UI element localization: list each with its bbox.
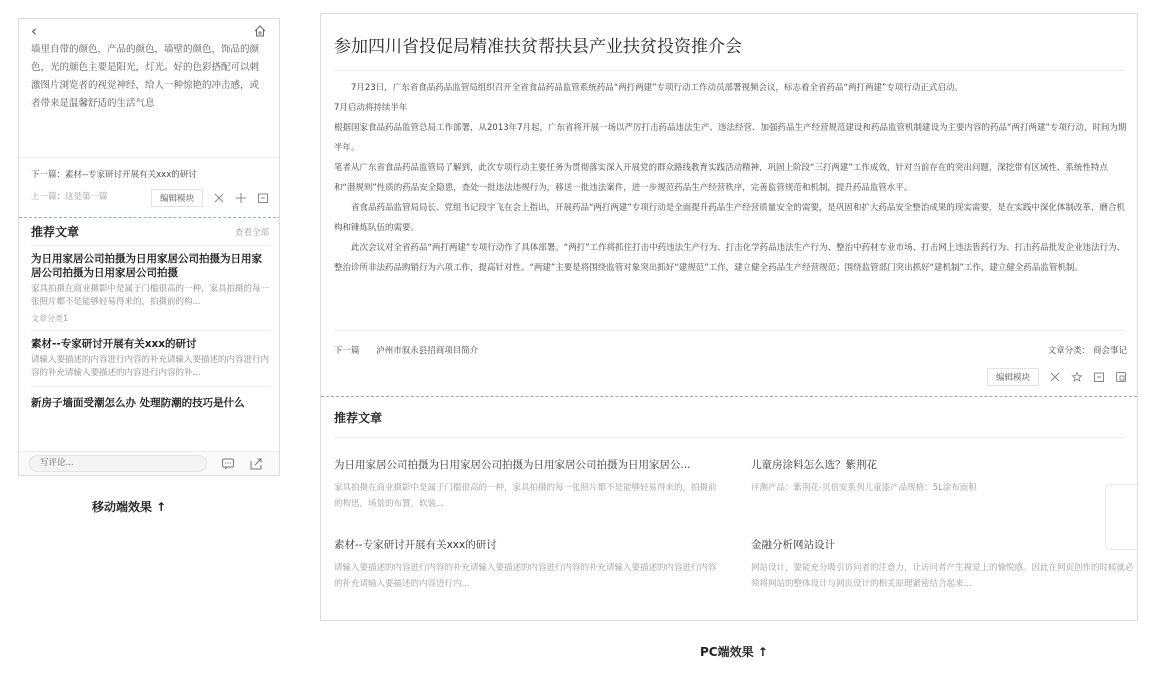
pc-caption: PC端效果 ↑	[700, 645, 768, 659]
comment-bar	[19, 451, 280, 475]
next-article-link[interactable]: 下一篇：素材--专家研讨开展有关xxx的研讨	[31, 170, 197, 180]
recommended-title: 推荐文章	[31, 225, 80, 239]
mobile-header	[19, 19, 279, 41]
article-card[interactable]	[751, 457, 1136, 496]
view-all-link[interactable]: 查看全部	[234, 227, 269, 238]
back-icon[interactable]: ‹	[31, 22, 37, 40]
recommended-articles-mobile	[19, 217, 280, 453]
article-card-title[interactable]: 为日用家居公司拍摄为日用家居公司拍摄为日用家居公司拍摄为日用家居公...	[334, 459, 691, 471]
home-icon[interactable]	[253, 24, 267, 38]
list-item-title[interactable]: 为日用家居公司拍摄为日用家居公司拍摄为日用家居公司拍摄为日用家居公司拍摄	[31, 253, 262, 279]
list-item-desc: 请输入要描述的内容进行内容的补充请输入要描述的内容进行内容的补充请输入要描述的内容进行内容的补...	[31, 355, 269, 378]
copy-icon[interactable]	[1115, 371, 1127, 383]
article-card-desc: 网站设计，要能充分吸引访问者的注意力，让访问者产生视觉上的愉悦感。因此在网页创作的时候就必须将网站的整体设计与网页设计的相关原理紧密结合起来...	[751, 563, 1134, 589]
article-card-desc: 评测产品：紫荆花-贝倍安系列儿童漆产品规格：5L涂布面积	[751, 483, 977, 493]
star-menu-icon[interactable]	[1071, 371, 1083, 383]
article-body	[334, 78, 1129, 278]
recommended-title: 推荐文章	[334, 411, 383, 425]
next-article	[334, 344, 478, 356]
article-card-desc: 家具拍摄在商业摄影中是属于门槛很高的一种，家具拍摄的每一张照片都不是能够轻易得来的，拍摄前的构思，场景的布置，软装...	[334, 483, 717, 509]
list-item-desc: 家具拍摄在商业摄影中是属于门槛很高的一种，家具拍摄的每一张照片都不是能够轻易得来的，拍摄前的构...	[31, 284, 269, 307]
share-icon[interactable]	[249, 457, 263, 471]
comment-input[interactable]: 写评论...	[29, 455, 207, 472]
divider	[334, 437, 1124, 438]
comment-icon[interactable]	[221, 457, 235, 471]
list-item[interactable]	[31, 331, 269, 387]
divider	[334, 70, 1124, 71]
article-paragraph: 根据国家食品药品监管总局工作部署，从2013年7月起，广东省将开展一场以严厉打击药品违法生产、违法经营、加强药品生产经营规范建设和药品监管机制建设为主要内容的药品“两打两建”专项行动，时间为期半年。	[334, 123, 1127, 153]
article-body-text: 墙里自带的颜色，产品的颜色，墙壁的颜色，饰品的颜色，光的颜色主要是阳光，灯光。好的色彩搭配可以刺激图片浏览者的视觉神经，给人一种惊艳的冲击感，或者带来是温馨舒适的生活气息	[31, 44, 260, 109]
list-item-title[interactable]: 素材--专家研讨开展有关xxx的研讨	[31, 338, 197, 350]
edit-module-button[interactable]: 编辑模块	[987, 368, 1039, 386]
side-float-tab[interactable]	[1105, 484, 1137, 550]
recommended-header	[31, 218, 269, 246]
scissors-icon[interactable]	[213, 192, 225, 204]
article-card-desc: 请输入要描述的内容进行内容的补充请输入要描述的内容进行内容的补充请输入要描述的内容进行内容的补充请输入要描述的内容进行内...	[334, 563, 717, 589]
article-card-title[interactable]: 素材--专家研讨开展有关xxx的研讨	[334, 539, 497, 551]
article-paragraph: 7月23日，广东省食品药品监管局组织召开全省食品药品监管系统药品“两打两建”专项行动工作动员部署视频会议，标志着全省药品“两打两建”专项行动正式启动。	[334, 83, 963, 93]
move-icon[interactable]	[235, 192, 247, 204]
article-card[interactable]	[334, 537, 719, 592]
mobile-preview	[18, 18, 280, 476]
edit-module-button[interactable]: 编辑模块	[151, 189, 203, 207]
article-card[interactable]	[751, 537, 1136, 592]
list-item-title[interactable]: 新房子墙面受潮怎么办 处理防潮的技巧是什么	[31, 397, 245, 409]
divider	[334, 330, 1124, 331]
export-icon[interactable]	[257, 192, 269, 204]
article-paragraph: 省食品药品监管局局长、党组书记段宇飞在会上指出，开展药品“两打两建”专项行动是全面提升药品生产经营质量安全的需要，是巩固和扩大药品安全整治成果的现实需要，是在实践中深化体制改革、磨合机构和锤炼队伍的需要。	[334, 203, 1125, 233]
pc-preview	[320, 13, 1138, 621]
article-card-title[interactable]: 金融分析网站设计	[751, 539, 835, 551]
article-card[interactable]	[334, 457, 719, 512]
article-paragraph: 7月启动将持续半年	[334, 103, 408, 113]
prev-article-link[interactable]: 上一篇：这是第一篇	[31, 192, 108, 202]
article-paragraph: 笔者从广东省食品药品监管局了解到，此次专项行动主要任务为贯彻落实深入开展党的群众路线教育实践活动精神，巩固上阶段“三打两建”工作成效，针对当前存在的突出问题，深挖带有区域性、系统性特点和“潜规则”性质的药品安全隐患，查处一批违法违规行为，移送一批违法案件，进一步规范药品生产经营秩序，完善监管规范和机制，提升药品监管水平。	[334, 163, 1108, 193]
recommended-articles-pc	[321, 396, 1137, 621]
list-item[interactable]	[31, 246, 269, 331]
article-paragraph: 此次会议对全省药品“两打两建”专项行动作了具体部署。“两打”工作将抓住打击中药违法生产行为、打击化学药品违法生产行为、整治中药材专业市场、打击网上违法售药行为、打击药品批发企业违法行为、整治诊所非法药品购销行为六项工作，提高针对性。“两建”主要是将围绕监管对象突出抓好“建规范”工作，建立健全药品生产经营规范；围绕监管部门突出抓好“建机制”工作，建立健全药品监管机制。	[334, 243, 1126, 273]
scissors-icon[interactable]	[1049, 371, 1061, 383]
article-category: 文章分类： 商会事记	[1047, 346, 1127, 356]
mobile-caption: 移动端效果 ↑	[92, 500, 167, 514]
next-article-link[interactable]: 泸州市叙永县招商项目简介	[376, 346, 479, 356]
list-item-category: 文章分类1	[31, 314, 69, 323]
page-title: 参加四川省投促局精准扶贫帮扶县产业扶贫投资推介会	[334, 37, 742, 57]
edit-toolbar	[151, 189, 269, 207]
edit-toolbar	[981, 366, 1133, 388]
export-icon[interactable]	[1093, 371, 1105, 383]
next-label: 下一篇	[334, 346, 360, 356]
article-card-title[interactable]: 儿童房涂料怎么选？紫荆花	[751, 459, 877, 471]
